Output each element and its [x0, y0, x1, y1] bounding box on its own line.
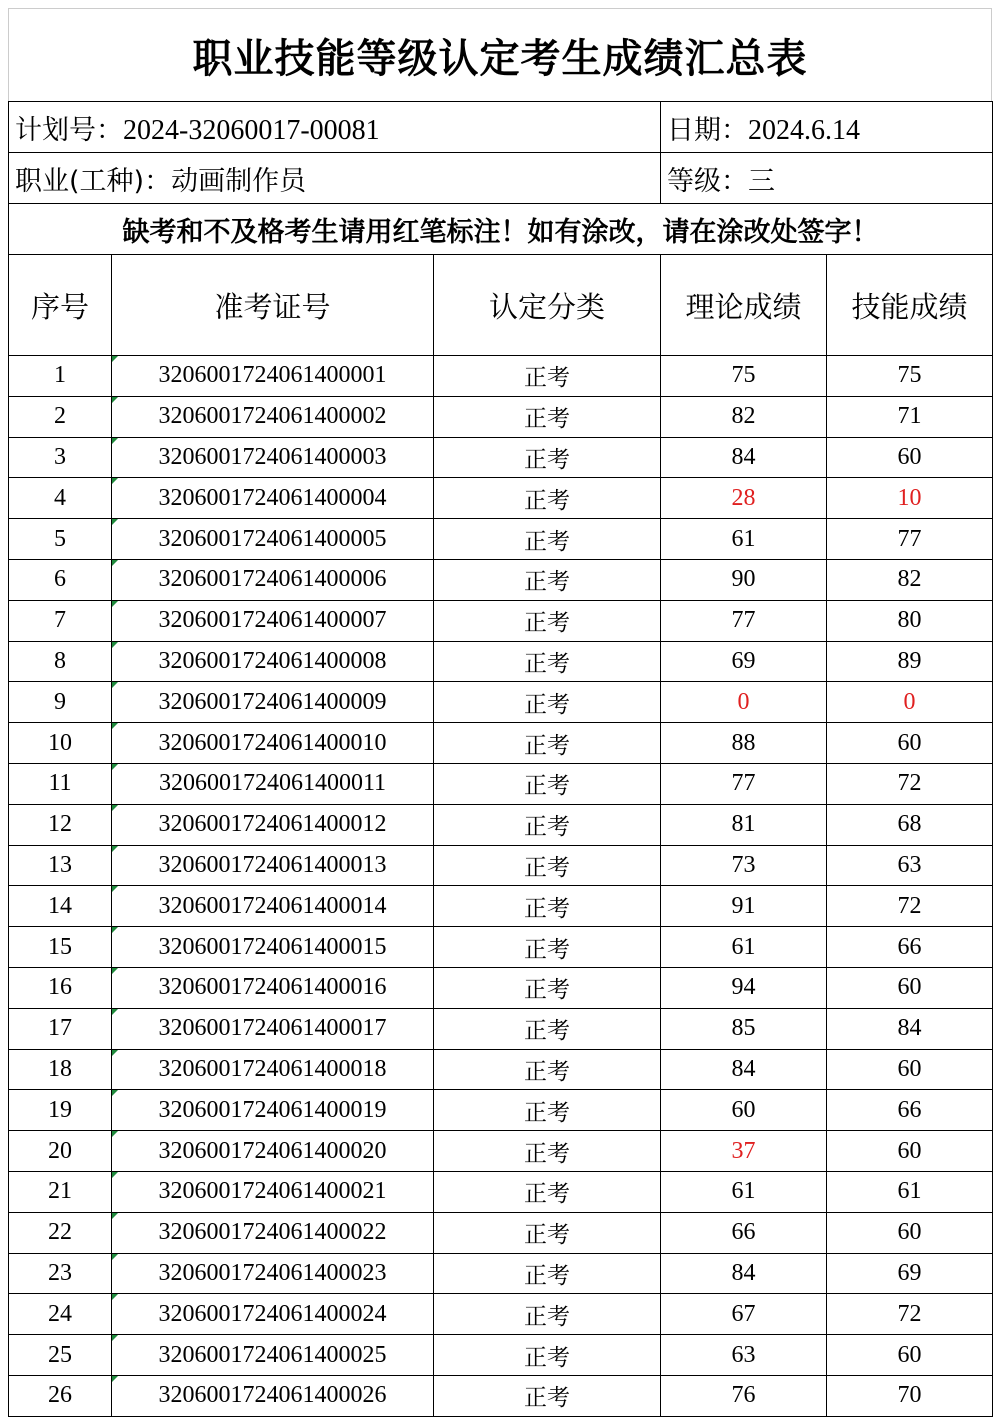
- row-skill-score-cell: 68: [827, 804, 993, 845]
- row-no-cell: 18: [9, 1049, 112, 1090]
- row-skill-score-cell: 72: [827, 1294, 993, 1335]
- row-exam-id-cell: 3206001724061400006: [112, 559, 434, 600]
- row-skill-score-cell: 60: [827, 723, 993, 764]
- row-theory-score-cell: 90: [661, 559, 827, 600]
- row-skill-score-cell: 60: [827, 1335, 993, 1376]
- score-table: [8, 254, 993, 1417]
- row-skill-score-cell: 63: [827, 845, 993, 886]
- row-exam-id-cell: 3206001724061400001: [112, 356, 434, 397]
- row-exam-id-cell: 3206001724061400019: [112, 1090, 434, 1131]
- row-exam-id-cell: 3206001724061400008: [112, 641, 434, 682]
- row-no-cell: 11: [9, 763, 112, 804]
- table-row: [9, 927, 993, 968]
- row-theory-score-cell: 77: [661, 600, 827, 641]
- table-row: [9, 967, 993, 1008]
- table-row: [9, 1171, 993, 1212]
- row-skill-score-cell: 72: [827, 763, 993, 804]
- table-row: [9, 845, 993, 886]
- table-row: [9, 723, 993, 764]
- row-category-cell: 正考: [434, 1049, 661, 1090]
- row-no-cell: 9: [9, 682, 112, 723]
- row-no-cell: 23: [9, 1253, 112, 1294]
- row-theory-score-cell: 0: [661, 682, 827, 723]
- table-row: [9, 1090, 993, 1131]
- row-theory-score-cell: 63: [661, 1335, 827, 1376]
- info-row-occupation: [9, 153, 993, 204]
- row-no-cell: 6: [9, 559, 112, 600]
- row-theory-score-cell: 84: [661, 1253, 827, 1294]
- row-no-cell: 19: [9, 1090, 112, 1131]
- row-theory-score-cell: 61: [661, 1171, 827, 1212]
- table-row: [9, 1294, 993, 1335]
- row-theory-score-cell: 61: [661, 927, 827, 968]
- header-category: 认定分类: [434, 255, 661, 356]
- occupation-cell: [9, 153, 661, 204]
- row-no-cell: 3: [9, 437, 112, 478]
- row-skill-score-cell: 66: [827, 927, 993, 968]
- row-skill-score-cell: 60: [827, 437, 993, 478]
- occupation-label: 职业(工种)：: [15, 165, 172, 197]
- header-no: 序号: [9, 255, 112, 356]
- table-row: [9, 1375, 993, 1416]
- row-category-cell: 正考: [434, 845, 661, 886]
- row-exam-id-cell: 3206001724061400024: [112, 1294, 434, 1335]
- row-skill-score-cell: 77: [827, 519, 993, 560]
- table-row: [9, 804, 993, 845]
- row-skill-score-cell: 72: [827, 886, 993, 927]
- row-no-cell: 8: [9, 641, 112, 682]
- header-exam-id: 准考证号: [112, 255, 434, 356]
- date-label: 日期：: [667, 114, 748, 146]
- row-category-cell: 正考: [434, 356, 661, 397]
- row-exam-id-cell: 3206001724061400002: [112, 396, 434, 437]
- row-theory-score-cell: 37: [661, 1131, 827, 1172]
- row-no-cell: 7: [9, 600, 112, 641]
- sheet-title: 职业技能等级认定考生成绩汇总表: [8, 8, 992, 101]
- table-row: [9, 682, 993, 723]
- date-cell: [661, 102, 993, 153]
- row-theory-score-cell: 91: [661, 886, 827, 927]
- row-skill-score-cell: 61: [827, 1171, 993, 1212]
- info-row-plan: [9, 102, 993, 153]
- row-no-cell: 4: [9, 478, 112, 519]
- table-row: [9, 600, 993, 641]
- date-value: 2024.6.14: [748, 114, 860, 146]
- row-skill-score-cell: 60: [827, 1131, 993, 1172]
- score-sheet: [8, 8, 992, 1417]
- row-exam-id-cell: 3206001724061400022: [112, 1212, 434, 1253]
- row-no-cell: 20: [9, 1131, 112, 1172]
- row-no-cell: 14: [9, 886, 112, 927]
- row-exam-id-cell: 3206001724061400004: [112, 478, 434, 519]
- row-skill-score-cell: 80: [827, 600, 993, 641]
- row-category-cell: 正考: [434, 967, 661, 1008]
- row-exam-id-cell: 3206001724061400003: [112, 437, 434, 478]
- row-theory-score-cell: 84: [661, 1049, 827, 1090]
- row-category-cell: 正考: [434, 1212, 661, 1253]
- table-row: [9, 1212, 993, 1253]
- table-row: [9, 1253, 993, 1294]
- row-theory-score-cell: 67: [661, 1294, 827, 1335]
- row-exam-id-cell: 3206001724061400021: [112, 1171, 434, 1212]
- row-theory-score-cell: 81: [661, 804, 827, 845]
- row-category-cell: 正考: [434, 437, 661, 478]
- row-category-cell: 正考: [434, 886, 661, 927]
- table-body: [9, 356, 993, 1417]
- row-theory-score-cell: 85: [661, 1008, 827, 1049]
- row-skill-score-cell: 10: [827, 478, 993, 519]
- row-skill-score-cell: 71: [827, 396, 993, 437]
- table-row: [9, 519, 993, 560]
- notice-text: 缺考和不及格考生请用红笔标注！如有涂改，请在涂改处签字！: [9, 204, 993, 255]
- row-category-cell: 正考: [434, 1090, 661, 1131]
- row-no-cell: 21: [9, 1171, 112, 1212]
- row-exam-id-cell: 3206001724061400009: [112, 682, 434, 723]
- row-theory-score-cell: 84: [661, 437, 827, 478]
- table-row: [9, 1131, 993, 1172]
- row-skill-score-cell: 70: [827, 1375, 993, 1416]
- row-no-cell: 25: [9, 1335, 112, 1376]
- row-category-cell: 正考: [434, 1294, 661, 1335]
- row-category-cell: 正考: [434, 682, 661, 723]
- row-no-cell: 17: [9, 1008, 112, 1049]
- plan-value: 2024-32060017-00081: [123, 114, 380, 146]
- row-category-cell: 正考: [434, 723, 661, 764]
- row-no-cell: 1: [9, 356, 112, 397]
- row-category-cell: 正考: [434, 1335, 661, 1376]
- row-no-cell: 5: [9, 519, 112, 560]
- row-no-cell: 2: [9, 396, 112, 437]
- table-row: [9, 437, 993, 478]
- row-exam-id-cell: 3206001724061400005: [112, 519, 434, 560]
- row-skill-score-cell: 69: [827, 1253, 993, 1294]
- row-category-cell: 正考: [434, 1131, 661, 1172]
- table-row: [9, 763, 993, 804]
- row-exam-id-cell: 3206001724061400025: [112, 1335, 434, 1376]
- row-category-cell: 正考: [434, 600, 661, 641]
- table-row: [9, 478, 993, 519]
- row-theory-score-cell: 76: [661, 1375, 827, 1416]
- row-no-cell: 15: [9, 927, 112, 968]
- row-no-cell: 13: [9, 845, 112, 886]
- row-exam-id-cell: 3206001724061400007: [112, 600, 434, 641]
- row-theory-score-cell: 28: [661, 478, 827, 519]
- row-category-cell: 正考: [434, 396, 661, 437]
- row-category-cell: 正考: [434, 763, 661, 804]
- table-row: [9, 356, 993, 397]
- row-exam-id-cell: 3206001724061400013: [112, 845, 434, 886]
- row-skill-score-cell: 60: [827, 967, 993, 1008]
- row-skill-score-cell: 82: [827, 559, 993, 600]
- row-category-cell: 正考: [434, 519, 661, 560]
- row-category-cell: 正考: [434, 804, 661, 845]
- row-no-cell: 24: [9, 1294, 112, 1335]
- row-skill-score-cell: 60: [827, 1049, 993, 1090]
- row-skill-score-cell: 66: [827, 1090, 993, 1131]
- row-no-cell: 22: [9, 1212, 112, 1253]
- row-exam-id-cell: 3206001724061400015: [112, 927, 434, 968]
- row-category-cell: 正考: [434, 1253, 661, 1294]
- table-header-row: [9, 255, 993, 356]
- notice-row: [9, 204, 993, 255]
- row-theory-score-cell: 69: [661, 641, 827, 682]
- row-theory-score-cell: 73: [661, 845, 827, 886]
- header-skill-score: 技能成绩: [827, 255, 993, 356]
- row-category-cell: 正考: [434, 1375, 661, 1416]
- row-exam-id-cell: 3206001724061400018: [112, 1049, 434, 1090]
- row-exam-id-cell: 3206001724061400020: [112, 1131, 434, 1172]
- table-row: [9, 1049, 993, 1090]
- table-row: [9, 396, 993, 437]
- level-label: 等级：: [667, 165, 748, 197]
- row-theory-score-cell: 61: [661, 519, 827, 560]
- row-exam-id-cell: 3206001724061400012: [112, 804, 434, 845]
- row-category-cell: 正考: [434, 478, 661, 519]
- level-cell: [661, 153, 993, 204]
- row-theory-score-cell: 75: [661, 356, 827, 397]
- row-theory-score-cell: 82: [661, 396, 827, 437]
- row-no-cell: 12: [9, 804, 112, 845]
- row-exam-id-cell: 3206001724061400023: [112, 1253, 434, 1294]
- table-row: [9, 641, 993, 682]
- row-no-cell: 16: [9, 967, 112, 1008]
- table-row: [9, 886, 993, 927]
- row-category-cell: 正考: [434, 559, 661, 600]
- row-exam-id-cell: 3206001724061400014: [112, 886, 434, 927]
- plan-label: 计划号：: [15, 114, 123, 146]
- row-category-cell: 正考: [434, 927, 661, 968]
- row-theory-score-cell: 88: [661, 723, 827, 764]
- row-exam-id-cell: 3206001724061400016: [112, 967, 434, 1008]
- row-skill-score-cell: 89: [827, 641, 993, 682]
- row-theory-score-cell: 94: [661, 967, 827, 1008]
- row-no-cell: 26: [9, 1375, 112, 1416]
- row-category-cell: 正考: [434, 1171, 661, 1212]
- row-category-cell: 正考: [434, 1008, 661, 1049]
- row-theory-score-cell: 77: [661, 763, 827, 804]
- row-skill-score-cell: 84: [827, 1008, 993, 1049]
- row-exam-id-cell: 3206001724061400010: [112, 723, 434, 764]
- table-row: [9, 1008, 993, 1049]
- row-theory-score-cell: 66: [661, 1212, 827, 1253]
- level-value: 三: [748, 165, 775, 197]
- info-table: [8, 101, 993, 255]
- row-skill-score-cell: 0: [827, 682, 993, 723]
- row-exam-id-cell: 3206001724061400011: [112, 763, 434, 804]
- row-no-cell: 10: [9, 723, 112, 764]
- plan-cell: [9, 102, 661, 153]
- row-skill-score-cell: 75: [827, 356, 993, 397]
- header-theory-score: 理论成绩: [661, 255, 827, 356]
- row-skill-score-cell: 60: [827, 1212, 993, 1253]
- row-exam-id-cell: 3206001724061400017: [112, 1008, 434, 1049]
- occupation-value: 动画制作员: [171, 165, 307, 197]
- row-exam-id-cell: 3206001724061400026: [112, 1375, 434, 1416]
- row-category-cell: 正考: [434, 641, 661, 682]
- table-row: [9, 559, 993, 600]
- row-theory-score-cell: 60: [661, 1090, 827, 1131]
- table-row: [9, 1335, 993, 1376]
